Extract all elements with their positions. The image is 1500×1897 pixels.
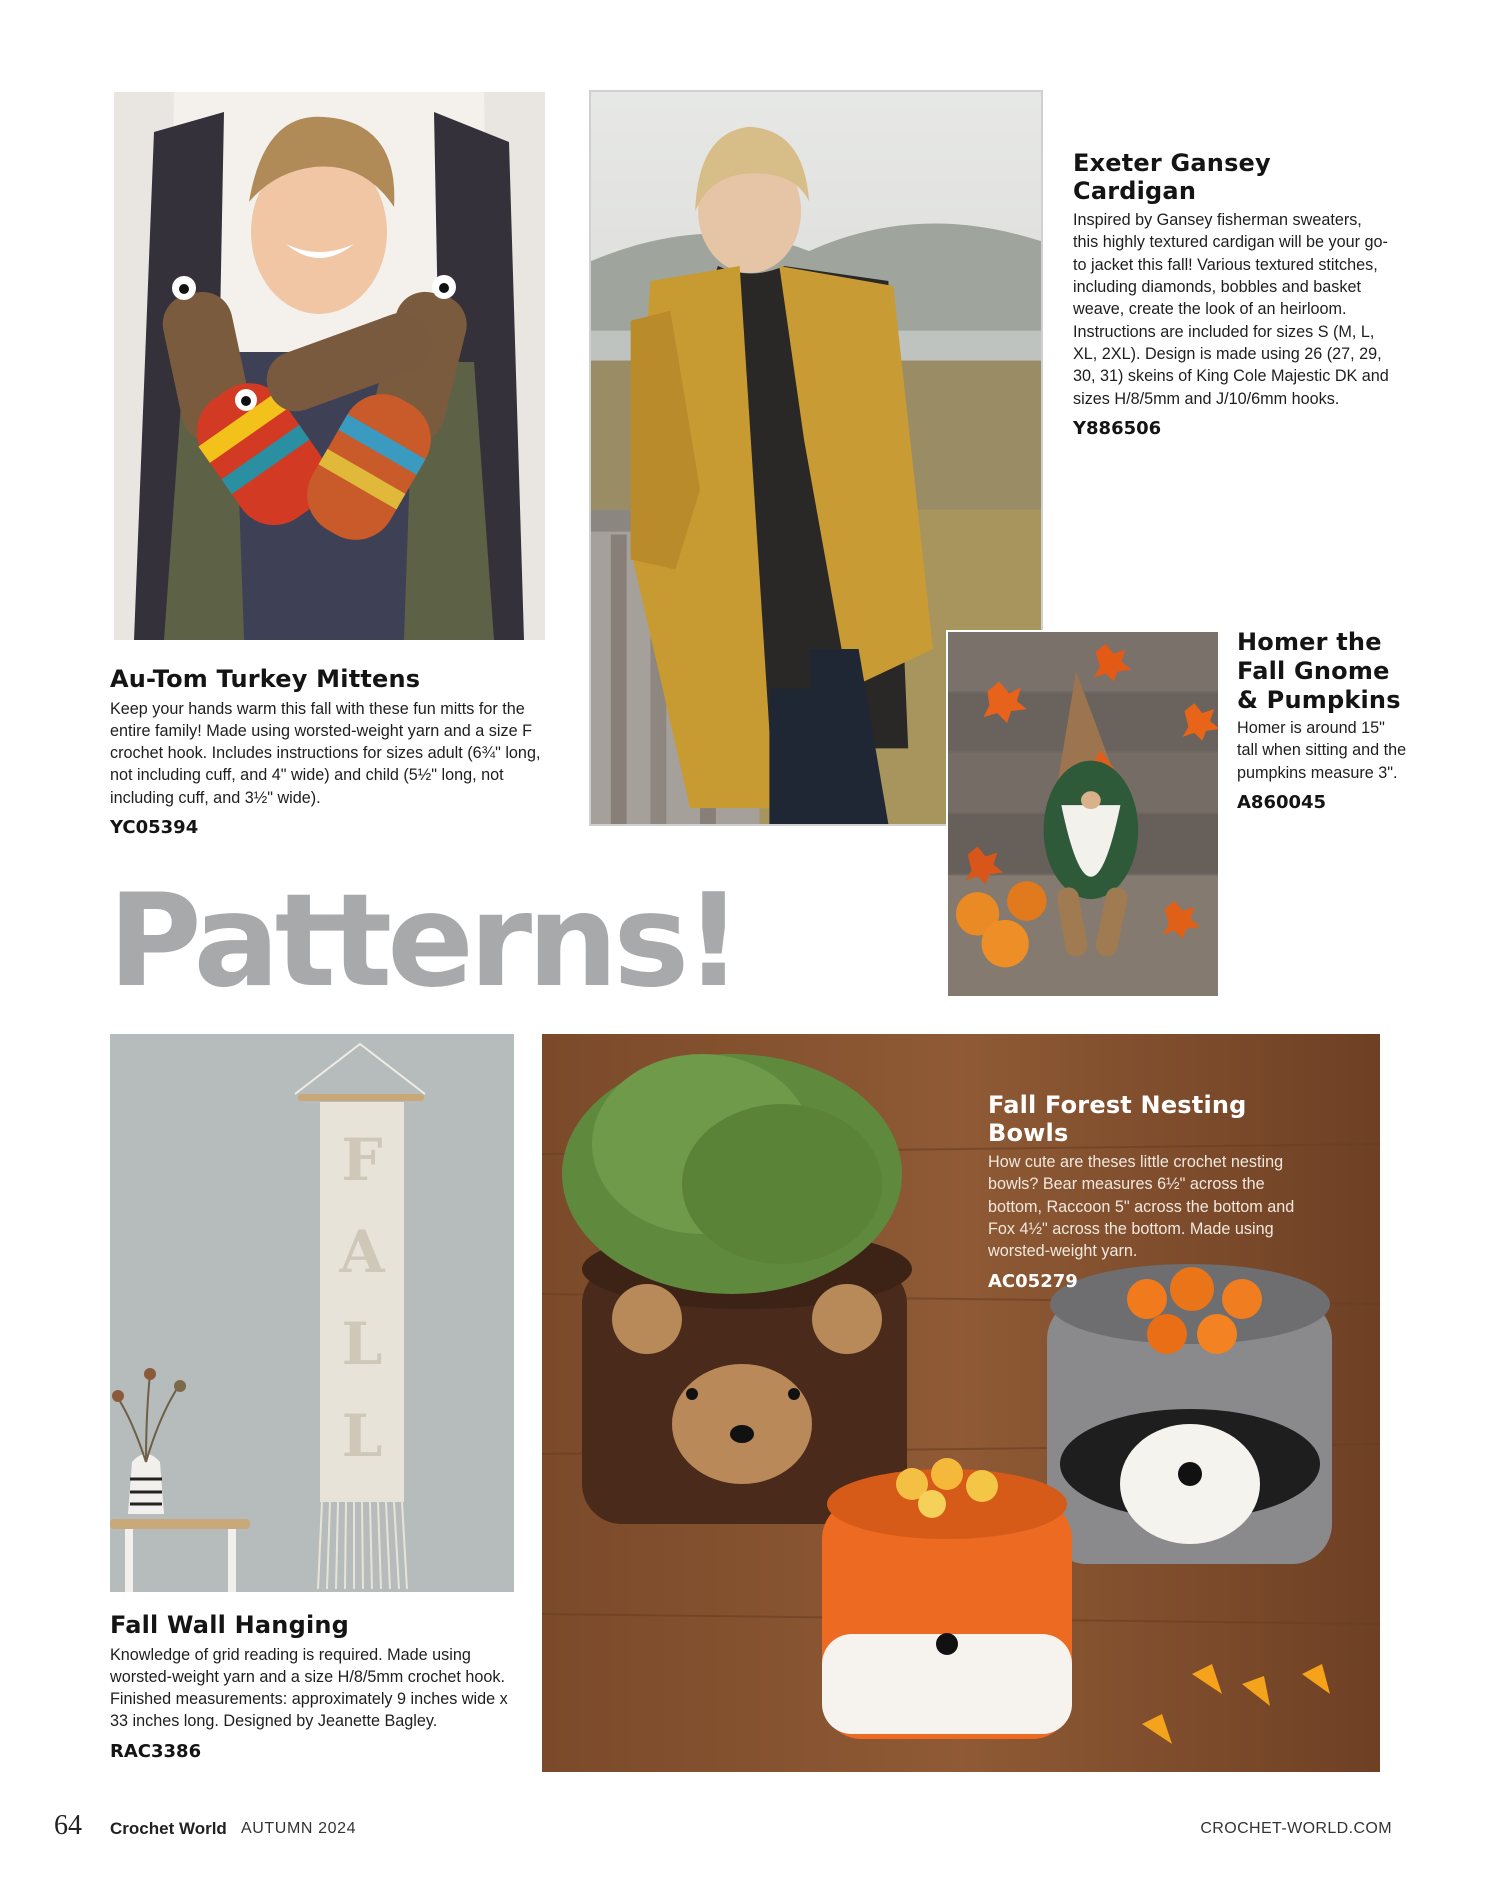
mittens-description: Keep your hands warm this fall with these fun mitts for the entire family! Made using worsted-weight yarn and a size F crochet hook. Includes instructions for sizes adult (6¾" long, not including cuff, and 4" wide) and child (5½" long, not including cuff, and 3½" wide). [110,699,541,807]
cardigan-title: Exeter Gansey Cardigan [1073,149,1271,205]
gnome-code: A860045 [1237,791,1327,813]
mittens-code: YC05394 [110,817,199,839]
wall-hanging-title: Fall Wall Hanging [110,1611,350,1639]
bowls-photo [542,1034,1380,1772]
mittens-title: Au-Tom Turkey Mittens [110,665,421,693]
banner-letter: F [341,1126,383,1194]
banner-letter: A [339,1218,385,1286]
mittens-photo [114,92,545,640]
gnome-title-line: Homer the [1237,628,1382,656]
page-footer [54,1810,1392,1850]
gnome-photo [946,630,1220,998]
bowls-code: AC05279 [988,1270,1078,1292]
bowls-description: How cute are theses little crochet nesting bowls? Bear measures 6½" across the bottom, Raccoon 5" across the bottom and Fox 4½" across the bottom. Made using worsted-weight yarn. [988,1153,1295,1261]
page-number: 64 [54,1810,82,1841]
banner-letter: L [341,1402,383,1470]
wall-hanging-article [110,1612,520,1762]
mittens-article [110,666,560,838]
gnome-title-line: & Pumpkins [1237,686,1401,714]
cardigan-description: Inspired by Gansey fisherman sweaters, this highly textured cardigan will be your go-to jacket this fall! Various textured stitches, including diamonds, bobbles and basket weave, create the look of an heirloom. Instructions are included for sizes S (M, L, XL, 2XL). Design is made using 26 (27, 29, 30, 31) skeins of King Cole Majestic DK and sizes H/8/5mm and J/10/6mm hooks. [1073,211,1389,408]
gnome-title-line: Fall Gnome [1237,657,1390,685]
wall-hanging-photo [110,1034,514,1592]
wall-hanging-code: RAC3386 [110,1740,202,1762]
cardigan-article [1073,150,1391,439]
bowls-title: Fall Forest Nesting Bowls [988,1091,1247,1147]
magazine-name: Crochet World [110,1819,227,1838]
website-link[interactable]: CROCHET-WORLD.COM [1200,1820,1392,1837]
gnome-title [1237,628,1407,715]
bowls-article [988,1092,1318,1292]
page-headline: Patterns! [108,867,738,1016]
wall-hanging-description: Knowledge of grid reading is required. Made using worsted-weight yarn and a size H/8/5mm crochet hook. Finished measurements: approximately 9 inches wide x 33 inches long. Designed by Jeanette Bagley. [110,1645,508,1731]
wall-hanging-letters [320,1114,404,1482]
gnome-description: Homer is around 15" tall when sitting and the pumpkins measure 3". [1237,719,1407,782]
cardigan-code: Y886506 [1073,417,1162,439]
issue-label: AUTUMN 2024 [241,1820,357,1837]
gnome-article [1237,628,1407,813]
banner-letter: L [341,1310,383,1378]
